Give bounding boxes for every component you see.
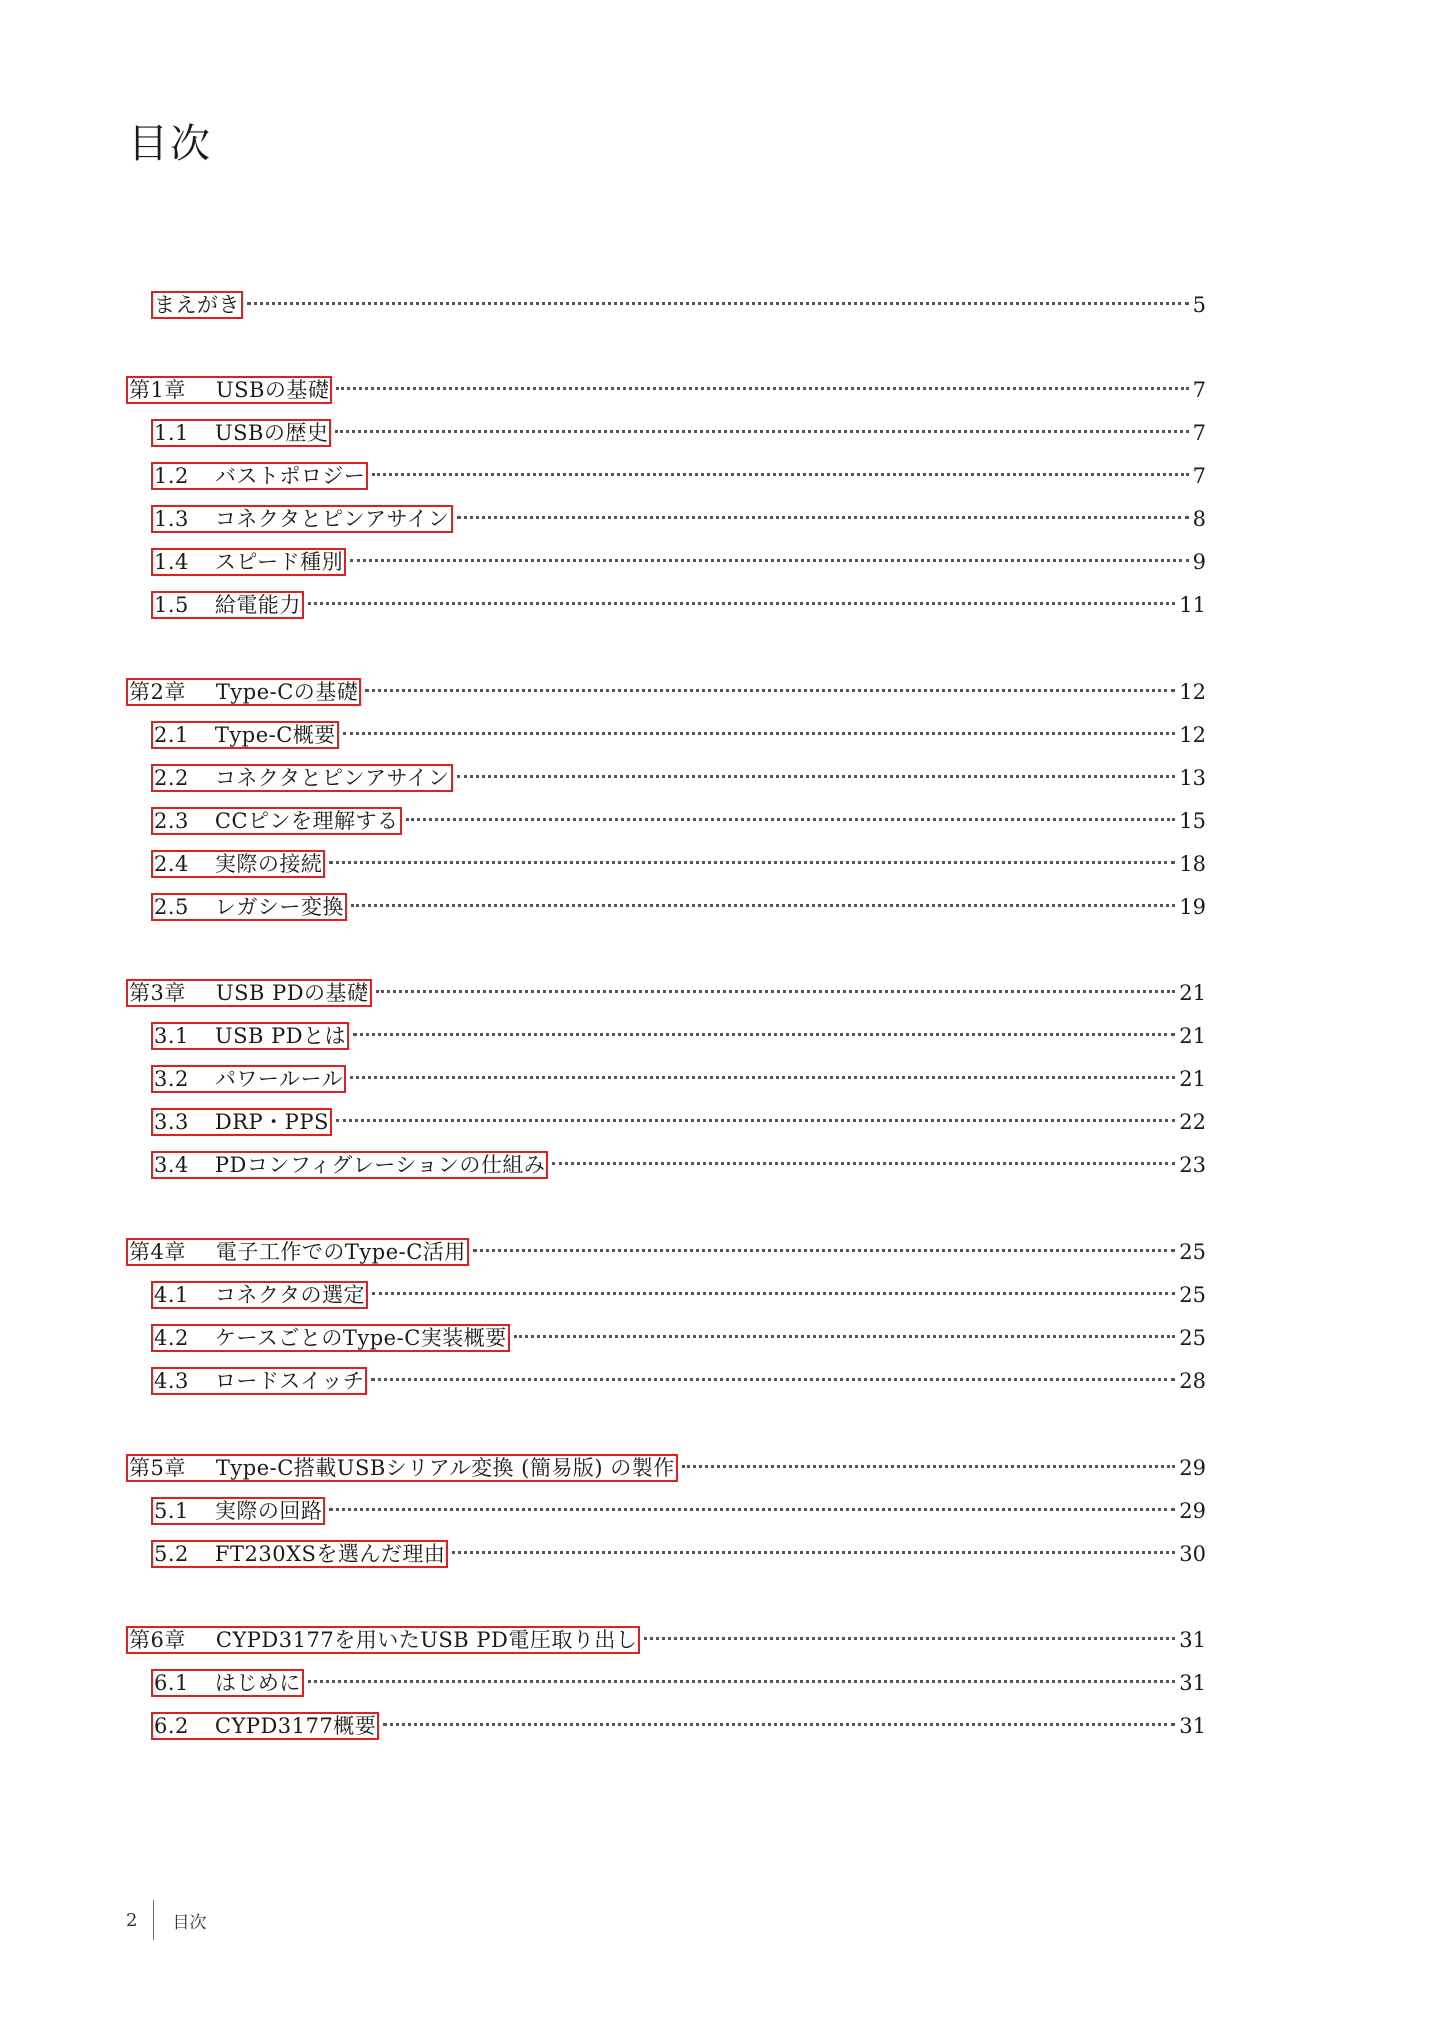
toc-page-number: 30 bbox=[1179, 1542, 1206, 1566]
toc-page-number: 7 bbox=[1192, 378, 1206, 402]
toc-section-entry[interactable] bbox=[151, 1021, 1206, 1051]
toc-page-number: 7 bbox=[1192, 464, 1206, 488]
toc-entry-text: PDコンフィグレーションの仕組み bbox=[214, 1153, 546, 1177]
toc-entry-text: USB PDとは bbox=[214, 1024, 347, 1048]
dot-leader bbox=[682, 1465, 1176, 1468]
toc-chapter-entry[interactable] bbox=[126, 1237, 1206, 1267]
toc-page-number: 18 bbox=[1179, 852, 1206, 876]
toc-entry-number: 1.4 bbox=[154, 550, 189, 574]
dot-leader bbox=[247, 302, 1189, 305]
toc-entry-title[interactable] bbox=[151, 1540, 448, 1568]
dot-leader bbox=[406, 818, 1176, 821]
toc-page-number: 5 bbox=[1192, 293, 1206, 317]
toc-page-number: 29 bbox=[1179, 1499, 1206, 1523]
dot-leader bbox=[552, 1162, 1175, 1165]
toc-entry-title[interactable] bbox=[151, 591, 304, 619]
toc-entry-number: 4.3 bbox=[154, 1369, 189, 1393]
toc-page-number: 29 bbox=[1179, 1456, 1206, 1480]
page-title: 目次 bbox=[128, 121, 212, 167]
toc-entry-number: 3.2 bbox=[154, 1067, 189, 1091]
dot-leader bbox=[353, 1033, 1175, 1036]
toc-entry-title[interactable] bbox=[151, 807, 402, 835]
toc-entry-text: スピード種別 bbox=[214, 550, 344, 574]
toc-entry-title[interactable] bbox=[151, 850, 325, 878]
dot-leader bbox=[308, 602, 1175, 605]
toc-page-number: 21 bbox=[1179, 981, 1206, 1005]
toc-entry-title[interactable] bbox=[151, 419, 331, 447]
toc-entry-text: コネクタの選定 bbox=[214, 1283, 365, 1307]
toc-entry-number: 5.2 bbox=[154, 1542, 189, 1566]
dot-leader bbox=[351, 904, 1175, 907]
toc-entry-number: 第2章 bbox=[129, 680, 186, 704]
footer-page-number: 2 bbox=[126, 1909, 138, 1931]
toc-entry-title[interactable] bbox=[151, 291, 243, 319]
toc-entry-text: Type-C概要 bbox=[214, 723, 336, 747]
toc-entry-number: 1.1 bbox=[154, 421, 189, 445]
toc-section-entry[interactable] bbox=[151, 1539, 1206, 1569]
toc-page-number: 12 bbox=[1179, 680, 1206, 704]
toc-entry-text: Type-C搭載USBシリアル変換 (簡易版) の製作 bbox=[215, 1456, 675, 1480]
toc-entry-text: USBの歴史 bbox=[214, 421, 329, 445]
toc-entry-number: 第1章 bbox=[129, 378, 186, 402]
toc-entry-title[interactable] bbox=[126, 1626, 640, 1654]
toc-chapter-entry[interactable] bbox=[126, 375, 1206, 405]
toc-entry-title[interactable] bbox=[151, 1065, 346, 1093]
dot-leader bbox=[336, 1119, 1175, 1122]
toc-page-number: 19 bbox=[1179, 895, 1206, 919]
toc-entry-text: ロードスイッチ bbox=[214, 1369, 365, 1393]
toc-entry-number: 1.2 bbox=[154, 464, 189, 488]
toc-entry-number: 6.1 bbox=[154, 1671, 189, 1695]
toc-entry-number: 第3章 bbox=[129, 981, 186, 1005]
toc-entry-number: 4.1 bbox=[154, 1283, 189, 1307]
toc-section-entry[interactable] bbox=[151, 461, 1206, 491]
toc-entry-text: 電子工作でのType-C活用 bbox=[215, 1240, 466, 1264]
toc-entry-text: 実際の接続 bbox=[214, 852, 323, 876]
toc-entry-number: 5.1 bbox=[154, 1499, 189, 1523]
dot-leader bbox=[329, 861, 1175, 864]
toc-section-entry[interactable] bbox=[151, 806, 1206, 836]
toc-page-number: 15 bbox=[1179, 809, 1206, 833]
toc-entry-title[interactable] bbox=[151, 1367, 367, 1395]
toc-entry-number: 1.3 bbox=[154, 507, 189, 531]
toc-entry-text: バストポロジー bbox=[214, 464, 366, 488]
toc-entry-text: ケースごとのType-C実装概要 bbox=[214, 1326, 507, 1350]
toc-entry-text: はじめに bbox=[214, 1671, 301, 1695]
dot-leader bbox=[336, 387, 1188, 390]
toc-entry-text: DRP・PPS bbox=[214, 1110, 329, 1134]
toc-entry-number: 2.4 bbox=[154, 852, 189, 876]
toc-entry-number: 4.2 bbox=[154, 1326, 189, 1350]
toc-entry-text: Type-Cの基礎 bbox=[215, 680, 359, 704]
toc-entry-title[interactable] bbox=[151, 764, 453, 792]
toc-section-entry[interactable] bbox=[151, 1280, 1206, 1310]
toc-entry-title[interactable] bbox=[126, 678, 361, 706]
toc-entry-number: 3.1 bbox=[154, 1024, 189, 1048]
toc-entry-text: パワールール bbox=[214, 1067, 344, 1091]
toc-chapter-entry[interactable] bbox=[126, 677, 1206, 707]
page-footer bbox=[126, 1900, 206, 1940]
toc-entry-text: CYPD3177を用いたUSB PD電圧取り出し bbox=[215, 1628, 638, 1652]
toc-entry-text: まえがき bbox=[154, 293, 240, 317]
toc-entry-number: 第6章 bbox=[129, 1628, 186, 1652]
toc-entry-title[interactable] bbox=[126, 1454, 678, 1482]
toc-entry-text: USBの基礎 bbox=[215, 378, 330, 402]
toc-entry-number: 2.3 bbox=[154, 809, 189, 833]
toc-page-number: 31 bbox=[1179, 1628, 1206, 1652]
toc-section-entry[interactable] bbox=[151, 1064, 1206, 1094]
toc-entry-number: 2.2 bbox=[154, 766, 189, 790]
toc-page-number: 25 bbox=[1179, 1283, 1206, 1307]
toc-page-number: 7 bbox=[1192, 421, 1206, 445]
footer-section-label: 目次 bbox=[172, 1912, 207, 1933]
toc-section-entry[interactable] bbox=[151, 892, 1206, 922]
dot-leader bbox=[350, 559, 1189, 562]
toc-page-number: 31 bbox=[1179, 1671, 1206, 1695]
toc-entry-number: 2.5 bbox=[154, 895, 189, 919]
dot-leader bbox=[372, 1292, 1175, 1295]
toc-entry-title[interactable] bbox=[151, 462, 368, 490]
toc-entry-text: コネクタとピンアサイン bbox=[214, 766, 450, 790]
toc-page-number: 13 bbox=[1179, 766, 1206, 790]
footer-divider bbox=[153, 1900, 154, 1940]
dot-leader bbox=[457, 516, 1189, 519]
dot-leader bbox=[308, 1680, 1175, 1683]
toc-page-number: 9 bbox=[1192, 550, 1206, 574]
toc-entry-title[interactable] bbox=[151, 1151, 548, 1179]
toc-entry-text: コネクタとピンアサイン bbox=[214, 507, 450, 531]
toc-entry-title[interactable] bbox=[151, 893, 347, 921]
toc-entry-title[interactable] bbox=[151, 1669, 304, 1697]
toc-chapter-entry[interactable] bbox=[126, 1625, 1206, 1655]
toc-page-number: 21 bbox=[1179, 1024, 1206, 1048]
toc-section-entry[interactable] bbox=[151, 1668, 1206, 1698]
toc-page-number: 31 bbox=[1179, 1714, 1206, 1738]
toc-entry-title[interactable] bbox=[151, 1022, 349, 1050]
toc-entry-title[interactable] bbox=[151, 1324, 510, 1352]
toc-entry-number: 第4章 bbox=[129, 1240, 186, 1264]
dot-leader bbox=[372, 473, 1188, 476]
dot-leader bbox=[514, 1335, 1176, 1338]
toc-entry-text: CCピンを理解する bbox=[214, 809, 399, 833]
dot-leader bbox=[365, 689, 1175, 692]
toc-entry-title[interactable] bbox=[126, 1238, 469, 1266]
dot-leader bbox=[383, 1723, 1175, 1726]
toc-entry-title[interactable] bbox=[151, 1497, 325, 1525]
toc-section-entry[interactable] bbox=[151, 1323, 1206, 1353]
toc-entry-title[interactable] bbox=[151, 505, 453, 533]
toc-entry-text: CYPD3177概要 bbox=[214, 1714, 377, 1738]
dot-leader bbox=[644, 1637, 1175, 1640]
dot-leader bbox=[335, 430, 1188, 433]
toc-section-entry[interactable] bbox=[151, 1150, 1206, 1180]
toc-entry-title[interactable] bbox=[151, 1281, 368, 1309]
toc-section-entry[interactable] bbox=[151, 720, 1206, 750]
toc-section-entry[interactable] bbox=[151, 849, 1206, 879]
toc-page-number: 25 bbox=[1179, 1240, 1206, 1264]
toc-page-number: 8 bbox=[1192, 507, 1206, 531]
toc-section-entry[interactable] bbox=[151, 547, 1206, 577]
toc-page-number: 25 bbox=[1179, 1326, 1206, 1350]
toc-entry-text: 実際の回路 bbox=[214, 1499, 323, 1523]
toc-entry-number: 6.2 bbox=[154, 1714, 189, 1738]
toc-section-entry[interactable] bbox=[151, 1366, 1206, 1396]
dot-leader bbox=[350, 1076, 1175, 1079]
toc-entry-number: 3.3 bbox=[154, 1110, 189, 1134]
toc-entry-title[interactable] bbox=[151, 548, 346, 576]
toc-entry-number: 2.1 bbox=[154, 723, 189, 747]
toc-section-entry[interactable] bbox=[151, 763, 1206, 793]
dot-leader bbox=[457, 775, 1176, 778]
toc-entry-title[interactable] bbox=[126, 979, 372, 1007]
toc-entry-number: 第5章 bbox=[129, 1456, 186, 1480]
toc-entry-text: FT230XSを選んだ理由 bbox=[214, 1542, 446, 1566]
toc-section-entry[interactable] bbox=[151, 590, 1206, 620]
toc-entry-number: 3.4 bbox=[154, 1153, 189, 1177]
toc-chapter-entry[interactable] bbox=[126, 1453, 1206, 1483]
dot-leader bbox=[343, 732, 1175, 735]
toc-section-entry[interactable] bbox=[151, 504, 1206, 534]
toc-entry-text: 給電能力 bbox=[214, 593, 301, 617]
dot-leader bbox=[371, 1378, 1175, 1381]
toc-entry-title[interactable] bbox=[151, 1712, 379, 1740]
toc-page-number: 12 bbox=[1179, 723, 1206, 747]
toc-section-entry[interactable] bbox=[151, 1496, 1206, 1526]
toc-page-number: 21 bbox=[1179, 1067, 1206, 1091]
toc-entry-number: 1.5 bbox=[154, 593, 189, 617]
toc-section-entry[interactable] bbox=[151, 1107, 1206, 1137]
toc-section-entry[interactable] bbox=[151, 418, 1206, 448]
toc-entry-title[interactable] bbox=[151, 721, 339, 749]
toc-entry-title[interactable] bbox=[151, 1108, 332, 1136]
toc-entry-title[interactable] bbox=[126, 376, 332, 404]
dot-leader bbox=[329, 1508, 1175, 1511]
dot-leader bbox=[376, 990, 1176, 993]
toc-section-entry[interactable] bbox=[151, 290, 1206, 320]
dot-leader bbox=[452, 1551, 1175, 1554]
toc-page-number: 11 bbox=[1179, 593, 1206, 617]
toc-page-number: 28 bbox=[1179, 1369, 1206, 1393]
dot-leader bbox=[473, 1249, 1175, 1252]
toc-section-entry[interactable] bbox=[151, 1711, 1206, 1741]
toc-page-number: 22 bbox=[1179, 1110, 1206, 1134]
toc-page-number: 23 bbox=[1179, 1153, 1206, 1177]
toc-chapter-entry[interactable] bbox=[126, 978, 1206, 1008]
toc-entry-text: USB PDの基礎 bbox=[215, 981, 369, 1005]
toc-entry-text: レガシー変換 bbox=[214, 895, 344, 919]
